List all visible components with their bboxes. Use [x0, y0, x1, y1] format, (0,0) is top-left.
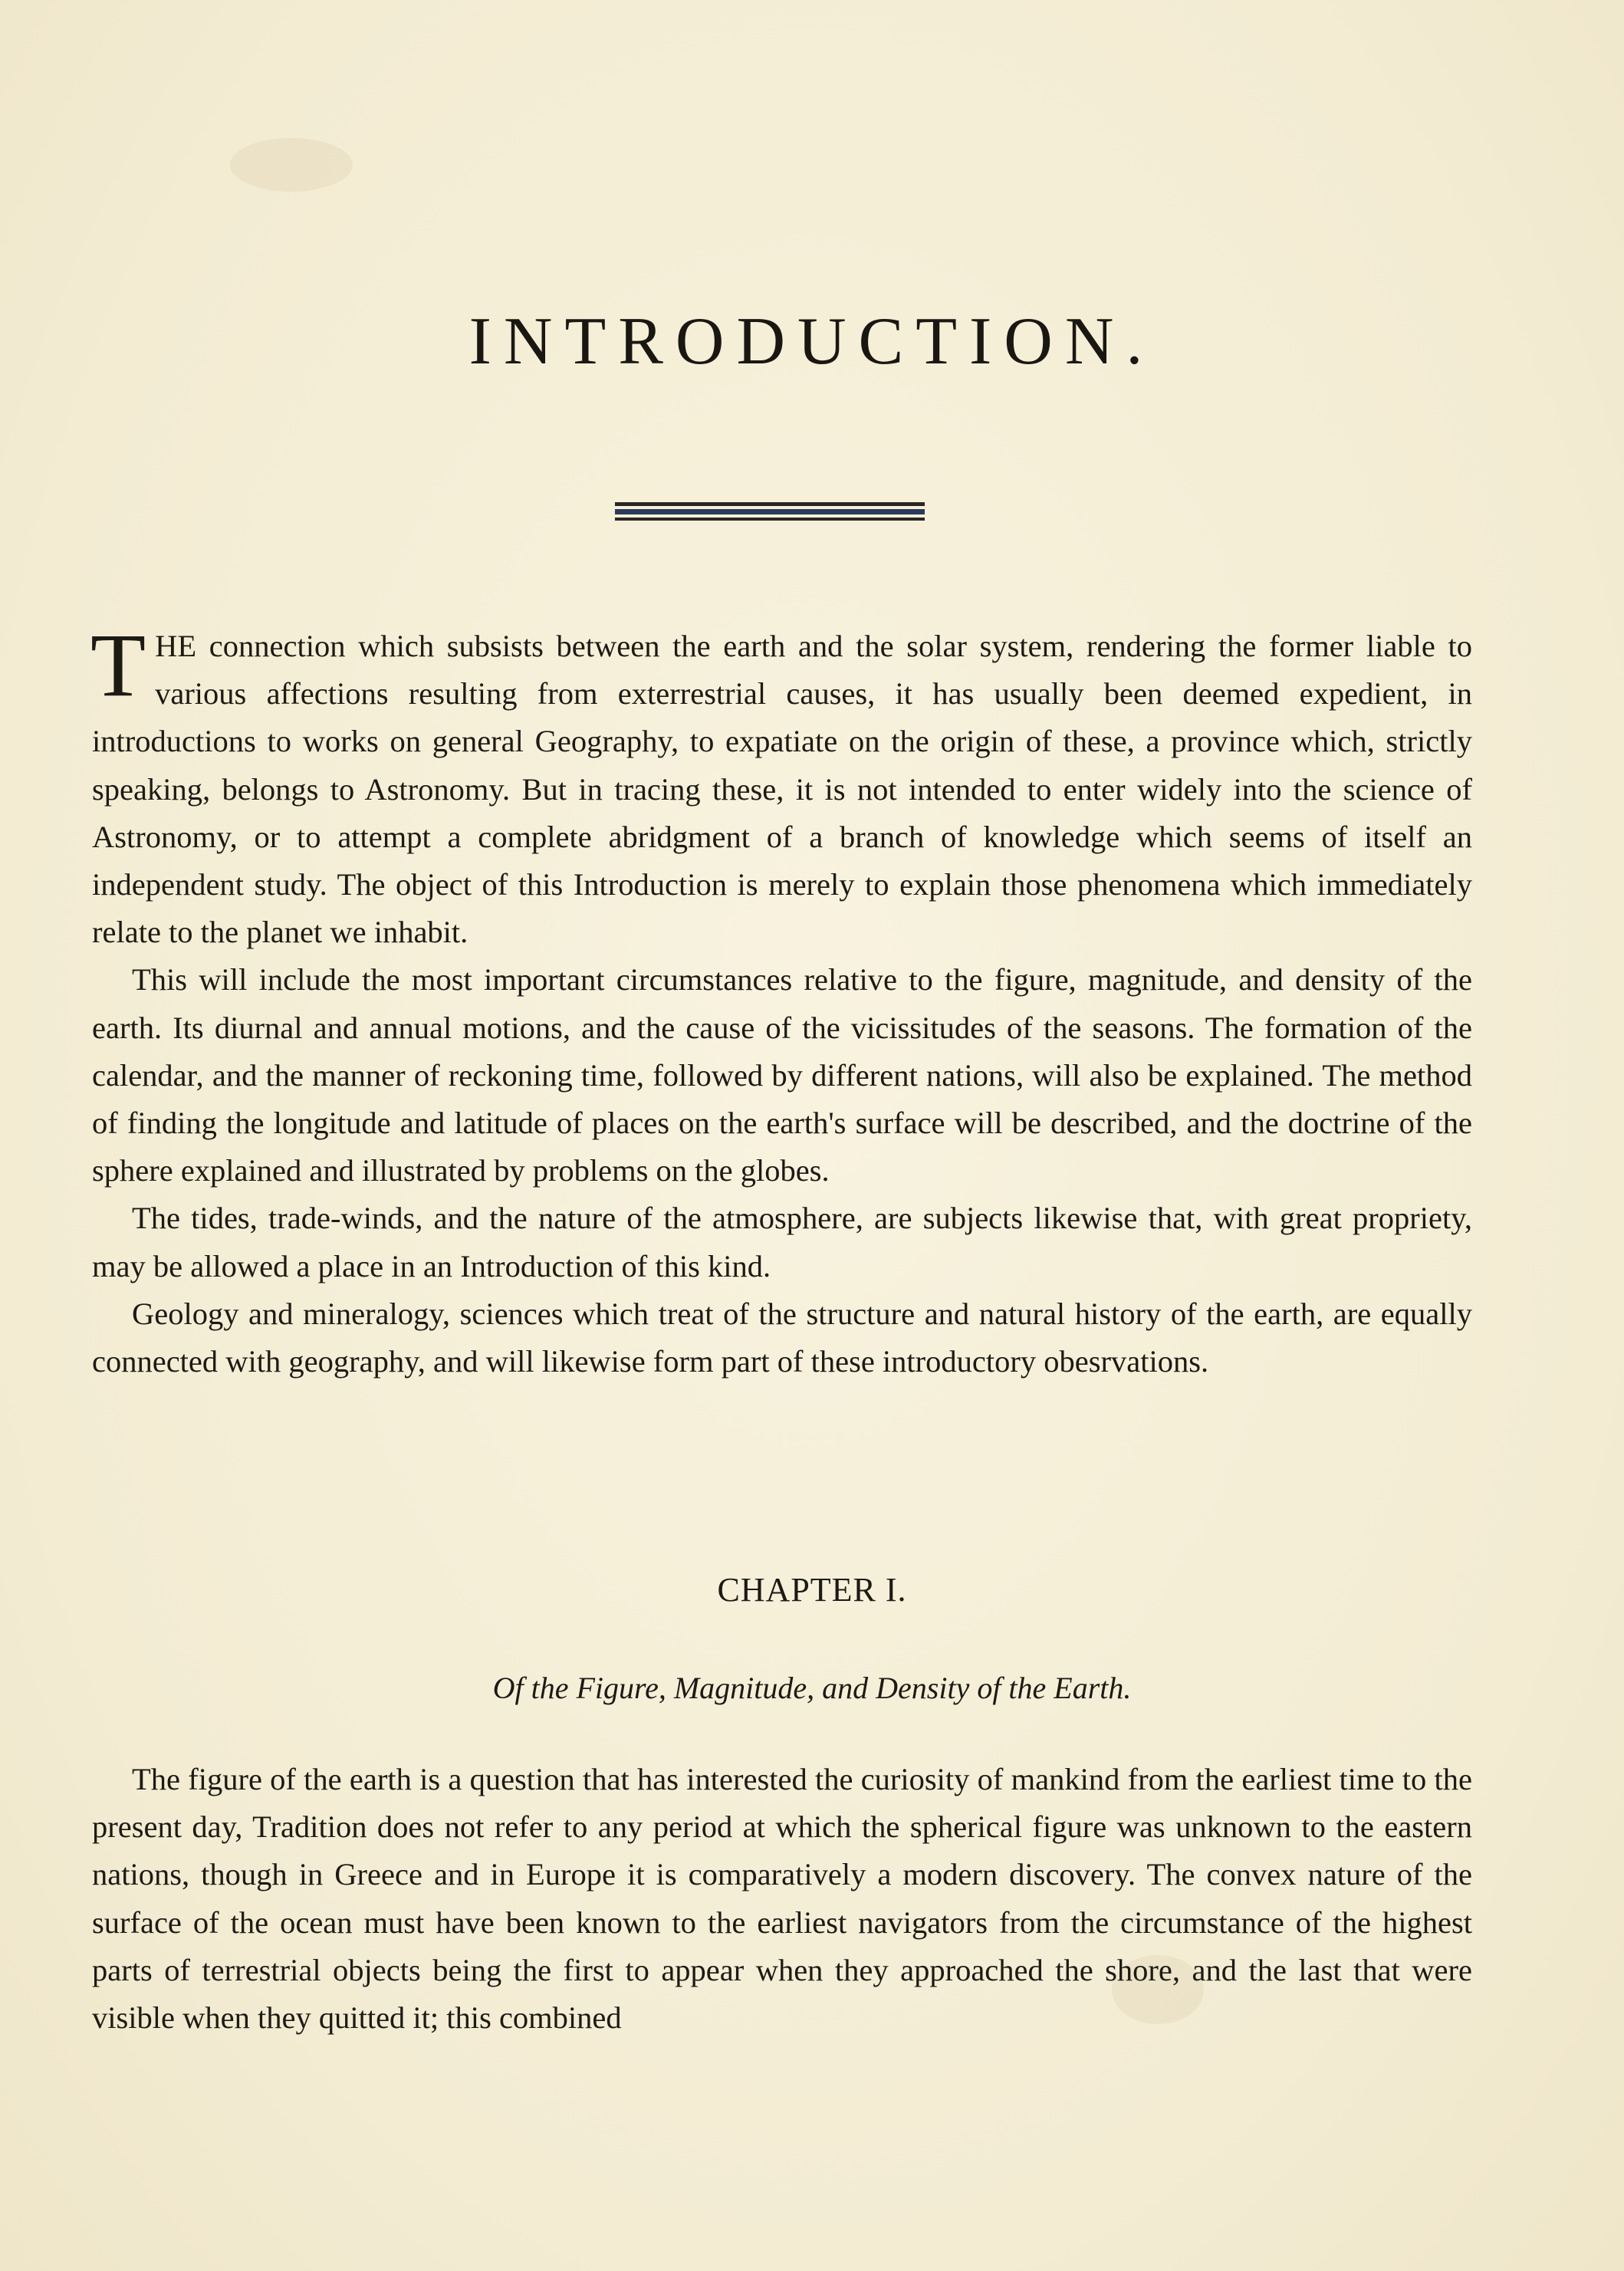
chapter-text — [92, 1756, 1472, 2042]
page-title: INTRODUCTION. — [468, 304, 1156, 379]
intro-paragraph-4: Geology and mineralogy, sciences which treat of the structure and natural history of the earth, are equally connected with geography, and will likewise form part of these introductory obesrvations. — [92, 1296, 1472, 1379]
intro-paragraph-2: This will include the most important circumstances relative to the figure, magnitude, and density of the earth. Its diurnal and annual motions, and the cause of the vicissitudes of the seasons. The formation of the calendar, and the manner of reckoning time, followed by different nations, will also be explained. The method of finding the longitude and latitude of places on the earth's surface will be described, and the doctrine of the sphere explained and illustrated by problems on the globes. — [92, 962, 1472, 1188]
title-rule-top — [615, 502, 925, 506]
title-rule-middle — [615, 509, 925, 514]
intro-paragraph-1-text: HE connection which subsists between the earth and the solar system, rendering the former liable to various affections resulting from exterrestrial causes, it has usually been deemed expedient, in introductions to works on general Geography, to expatiate on the origin of these, a province which, strictly speaking, belongs to Astronomy. But in tracing these, it is not intended to enter widely into the science of Astronomy, or to attempt a complete abridgment of a branch of knowledge which seems of itself an independent study. The object of this Introduction is merely to explain those phenomena which immediately relate to the planet we inhabit. — [92, 629, 1472, 950]
chapter-subtitle: Of the Figure, Magnitude, and Density of the Earth. — [492, 1671, 1132, 1705]
chapter-heading: CHAPTER I. — [717, 1571, 907, 1609]
page-stain — [230, 138, 353, 192]
intro-paragraph-3: The tides, trade-winds, and the nature of the atmosphere, are subjects likewise that, with great propriety, may be allowed a place in an Introduction of this kind. — [92, 1201, 1472, 1283]
drop-cap: T — [90, 615, 146, 715]
title-rule-bottom — [615, 518, 925, 521]
intro-paragraph-1 — [90, 615, 1472, 956]
chapter-paragraph-1: The figure of the earth is a question that has interested the curiosity of mankind from the earliest time to the present day, Tradition does not refer to any period at which the spherical figure was unknown to the eastern nations, though in Greece and in Europe it is comparatively a modern discovery. The convex nature of the surface of the ocean must have been known to the earliest navigators from the circumstance of the highest parts of terrestrial objects being the first to appear when they approached the shore, and the last that were visible when they quitted it; this combined — [92, 1762, 1472, 2036]
introduction-text — [90, 615, 1472, 1385]
